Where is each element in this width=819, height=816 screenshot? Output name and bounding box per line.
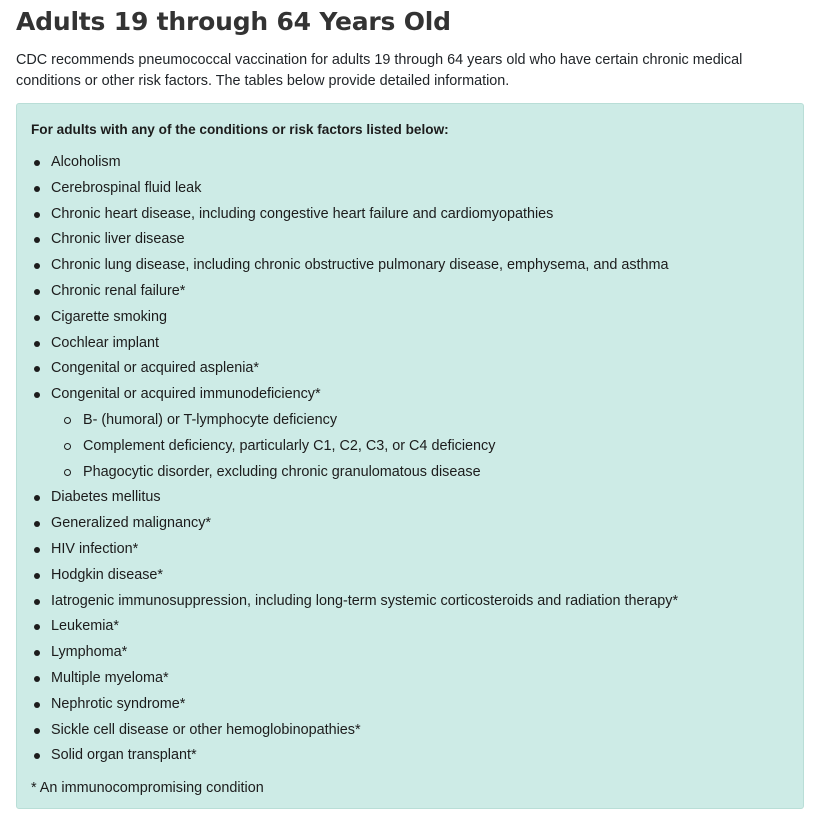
list-item-label: Chronic liver disease [51, 231, 185, 248]
bullet-icon [34, 599, 40, 605]
bullet-icon [34, 263, 40, 269]
list-item-label: Congenital or acquired immunodeficiency* [51, 386, 321, 403]
sub-list-item [51, 434, 789, 460]
bullet-icon [34, 650, 40, 656]
bullet-icon [34, 495, 40, 501]
sub-list-item-label: Phagocytic disorder, excluding chronic granulomatous disease [83, 463, 481, 480]
list-item-label: HIV infection* [51, 540, 139, 557]
bullet-icon [34, 366, 40, 372]
list-item [31, 382, 789, 485]
circle-bullet-icon [64, 469, 71, 476]
bullet-icon [34, 392, 40, 398]
list-item [31, 614, 789, 640]
sub-list-item-label: B- (humoral) or T-lymphocyte deficiency [83, 411, 338, 428]
callout-heading: For adults with any of the conditions or risk factors listed below: [31, 122, 449, 137]
list-item [31, 511, 789, 537]
list-item [31, 718, 789, 744]
list-item [31, 666, 789, 692]
intro-paragraph: CDC recommends pneumococcal vaccination for adults 19 through 64 years old who have certain chronic medical conditions or other risk factors. The tables below provide detailed information. [16, 52, 743, 89]
list-item-label: Generalized malignancy* [51, 515, 211, 532]
list-item-label: Cerebrospinal fluid leak [51, 179, 202, 196]
list-item [31, 227, 789, 253]
bullet-icon [34, 289, 40, 295]
bullet-icon [34, 160, 40, 166]
bullet-icon [34, 186, 40, 192]
list-item-label: Solid organ transplant* [51, 747, 197, 764]
list-item [31, 589, 789, 615]
page-content [16, 0, 804, 797]
page-title: Adults 19 through 64 Years Old [16, 7, 451, 36]
list-item-label: Chronic renal failure* [51, 282, 186, 299]
bullet-icon [34, 676, 40, 682]
bullet-icon [34, 521, 40, 527]
sub-list-item [51, 408, 789, 434]
bullet-icon [34, 728, 40, 734]
list-item [31, 537, 789, 563]
list-item [31, 485, 789, 511]
list-item-label: Leukemia* [51, 618, 119, 635]
bullet-icon [34, 573, 40, 579]
list-item-label: Cochlear implant [51, 334, 159, 351]
list-item-label: Congenital or acquired asplenia* [51, 360, 260, 377]
list-item-label: Chronic heart disease, including congestive heart failure and cardiomyopathies [51, 205, 554, 222]
list-item-label: Nephrotic syndrome* [51, 695, 186, 712]
list-item [31, 202, 789, 228]
list-item-label: Diabetes mellitus [51, 489, 161, 506]
list-item [31, 305, 789, 331]
bullet-icon [34, 341, 40, 347]
list-item [31, 563, 789, 589]
bullet-icon [34, 315, 40, 321]
list-item [31, 356, 789, 382]
bullet-icon [34, 753, 40, 759]
circle-bullet-icon [64, 417, 71, 424]
bullet-icon [34, 212, 40, 218]
list-item [31, 743, 789, 769]
list-item-label: Multiple myeloma* [51, 669, 169, 686]
list-item-label: Cigarette smoking [51, 308, 167, 325]
footnote: * An immunocompromising condition [31, 780, 264, 797]
conditions-callout [16, 103, 804, 809]
list-item [31, 253, 789, 279]
bullet-icon [34, 702, 40, 708]
sub-list-item-label: Complement deficiency, particularly C1, C2, C3, or C4 deficiency [83, 437, 496, 454]
list-item-label: Alcoholism [51, 154, 121, 170]
bullet-icon [34, 547, 40, 553]
list-item-label: Iatrogenic immunosuppression, including long-term systemic corticosteroids and radiation therapy* [51, 592, 679, 609]
list-item [31, 640, 789, 666]
sub-list [51, 408, 789, 485]
list-item [31, 176, 789, 202]
conditions-list [31, 150, 789, 769]
bullet-icon [34, 237, 40, 243]
list-item [31, 692, 789, 718]
bullet-icon [34, 624, 40, 630]
circle-bullet-icon [64, 443, 71, 450]
list-item-label: Sickle cell disease or other hemoglobinopathies* [51, 721, 361, 738]
list-item [31, 150, 789, 176]
list-item [31, 279, 789, 305]
list-item-label: Lymphoma* [51, 644, 128, 661]
list-item-label: Chronic lung disease, including chronic obstructive pulmonary disease, emphysema, and asthma [51, 257, 669, 274]
list-item [31, 331, 789, 357]
sub-list-item [51, 460, 789, 486]
list-item-label: Hodgkin disease* [51, 566, 163, 583]
